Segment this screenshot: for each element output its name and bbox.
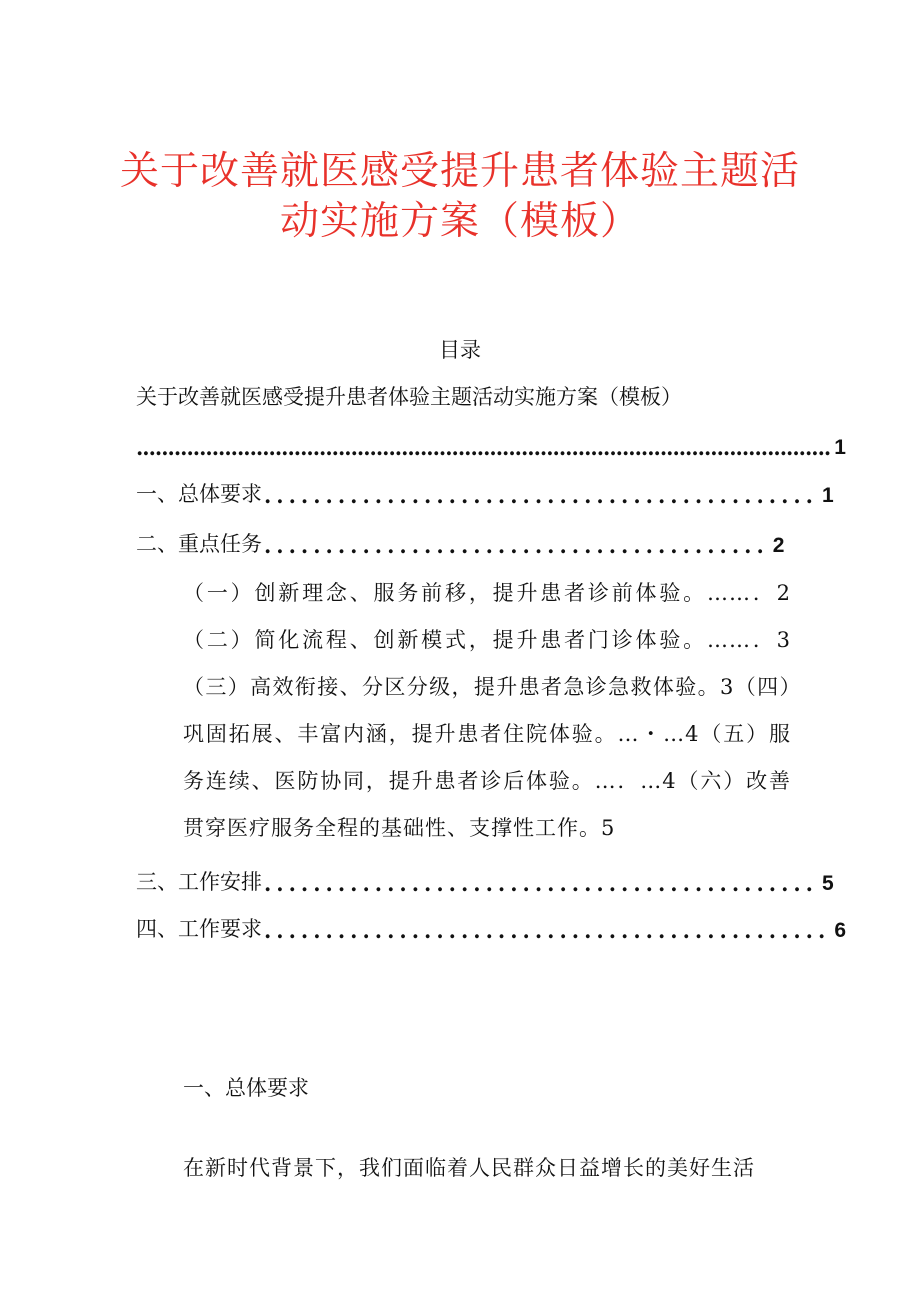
toc-entry-document-title-page[interactable]: [136, 430, 846, 460]
toc-page-number: 5: [822, 872, 834, 895]
toc-entry-document-title[interactable]: 关于改善就医感受提升患者体验主题活动实施方案（模板）: [136, 385, 682, 409]
toc-page-number: 6: [834, 919, 846, 942]
document-title-line-2: 动实施方案（模板）: [279, 199, 640, 244]
body-paragraph: 在新时代背景下，我们面临着人民群众日益增长的美好生活: [183, 1156, 755, 1180]
toc-page-number: 1: [834, 436, 846, 459]
toc-leader-dots: ..............................................................................................................: [136, 435, 831, 460]
toc-leader-dots: ..............................................: [264, 918, 831, 943]
document-title-line-1: 关于改善就医感受提升患者体验主题活: [119, 149, 800, 194]
toc-leader-dots: .............................................: [264, 871, 818, 896]
toc-entry-label: 三、工作安排: [136, 870, 262, 894]
toc-leader-dots: .............................................: [264, 483, 818, 508]
toc-page-number: 1: [822, 484, 834, 507]
section-heading: 一、总体要求: [183, 1076, 309, 1100]
toc-heading: 目录: [439, 338, 481, 362]
toc-entry-key-tasks[interactable]: [136, 528, 785, 558]
toc-entry-work-requirements[interactable]: [136, 913, 846, 943]
toc-entry-work-arrangement[interactable]: [136, 866, 834, 896]
toc-sub-entries[interactable]: （一）创新理念、服务前移，提升患者诊前体验。……．2（二）简化流程、创新模式，提升患者门诊体验。……．3（三）高效衔接、分区分级，提升患者急诊急救体验。3（四）巩固拓展、丰富内涵，提升患者住院体验。…・…4（五）服务连续、医防协同，提升患者诊后体验。…．…4（六）改善贯穿医疗服务全程的基础性、支撑性工作。5: [183, 581, 791, 840]
toc-page-number: 2: [772, 534, 785, 557]
toc-entry-general-requirements[interactable]: [136, 478, 834, 508]
toc-leader-dots: .........................................: [264, 533, 769, 558]
toc-entry-label: 一、总体要求: [136, 482, 262, 506]
toc-entry-label: 二、重点任务: [136, 532, 262, 556]
toc-entry-label: 四、工作要求: [136, 917, 262, 941]
